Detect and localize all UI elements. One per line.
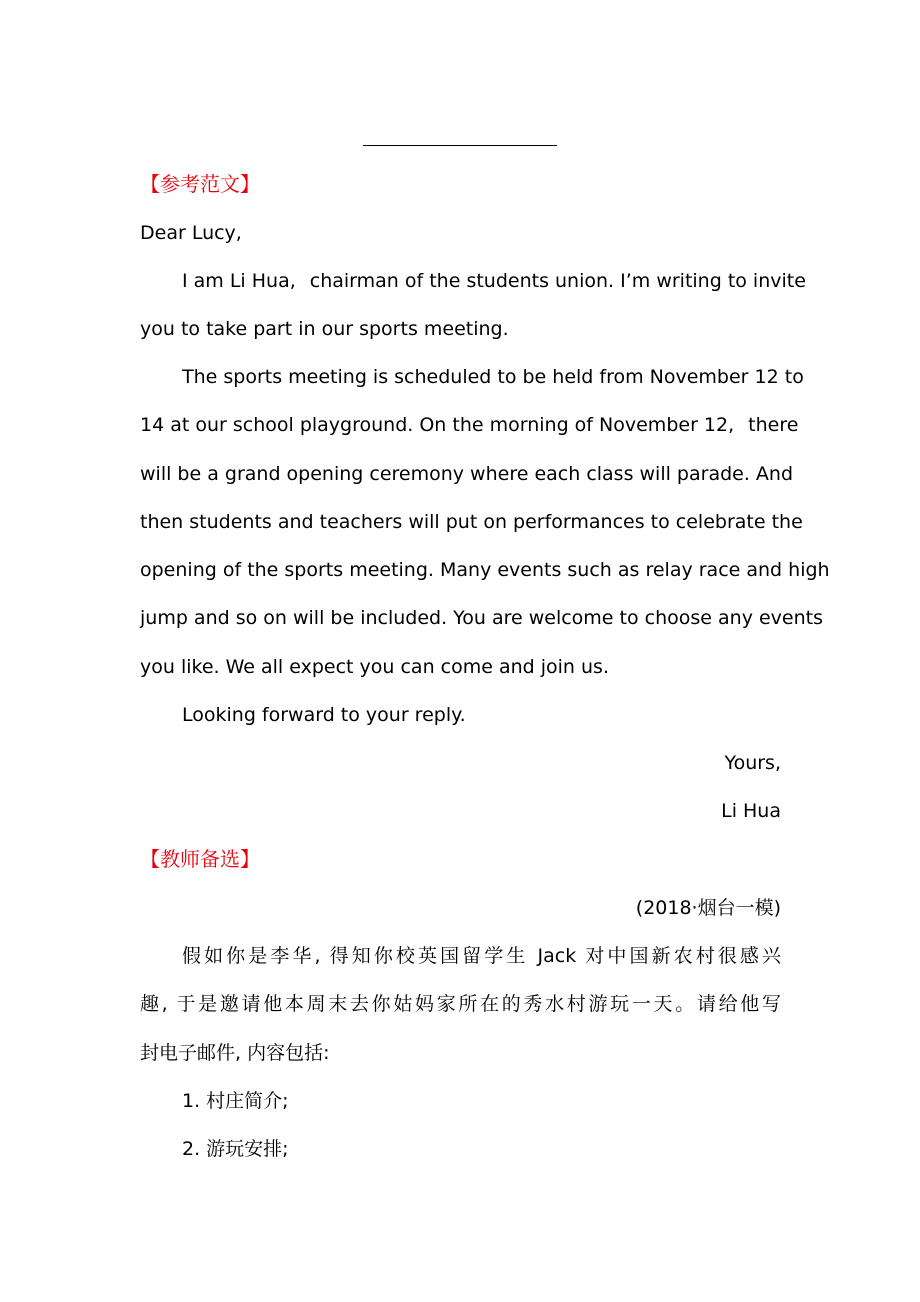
- paragraph-1-intro: I am Li Hua,: [182, 270, 296, 292]
- letter-salutation: Dear Lucy,: [140, 222, 242, 244]
- signature: Li Hua: [721, 800, 781, 822]
- prompt-line-1: 假如你是李华, 得知你校英国留学生 Jack 对中国新农村很感兴: [182, 945, 781, 967]
- paragraph-1-line-1: [182, 269, 806, 293]
- model-essay-heading: 【参考范文】: [140, 172, 260, 196]
- paragraph-2-line-2: [140, 413, 799, 437]
- requirement-item-2: 2. 游玩安排;: [182, 1138, 289, 1160]
- requirement-item-1: 1. 村庄简介;: [182, 1090, 289, 1112]
- paragraph-2-line-7: you like. We all expect you can come and join us.: [140, 656, 609, 678]
- paragraph-2-line-5: opening of the sports meeting. Many events such as relay race and high: [140, 559, 830, 581]
- paragraph-2-line-4: then students and teachers will put on performances to celebrate the: [140, 511, 803, 533]
- prompt-line-3: 封电子邮件, 内容包括:: [140, 1042, 330, 1064]
- paragraph-1-purpose: chairman of the students union. I’m writing to invite: [309, 270, 806, 292]
- paragraph-2-line-1: The sports meeting is scheduled to be held from November 12 to: [182, 366, 804, 388]
- paragraph-2-line-2-end: there: [748, 414, 799, 436]
- paragraph-2-line-6: jump and so on will be included. You are welcome to choose any events: [140, 607, 823, 629]
- prompt-line-2: 趣, 于是邀请他本周末去你姑妈家所在的秀水村游玩一天。请给他写: [140, 993, 781, 1015]
- answer-blank-line: [363, 145, 557, 146]
- exam-source: (2018·烟台一模): [635, 897, 781, 919]
- paragraph-2-line-2-text: 14 at our school playground. On the morning of November 12,: [140, 414, 735, 436]
- paragraph-2-line-3: will be a grand opening ceremony where each class will parade. And: [140, 463, 794, 485]
- paragraph-1-line-2: you to take part in our sports meeting.: [140, 318, 509, 340]
- sign-off: Yours,: [724, 752, 781, 774]
- closing-line: Looking forward to your reply.: [182, 704, 466, 726]
- teacher-section-heading: 【教师备选】: [140, 847, 260, 871]
